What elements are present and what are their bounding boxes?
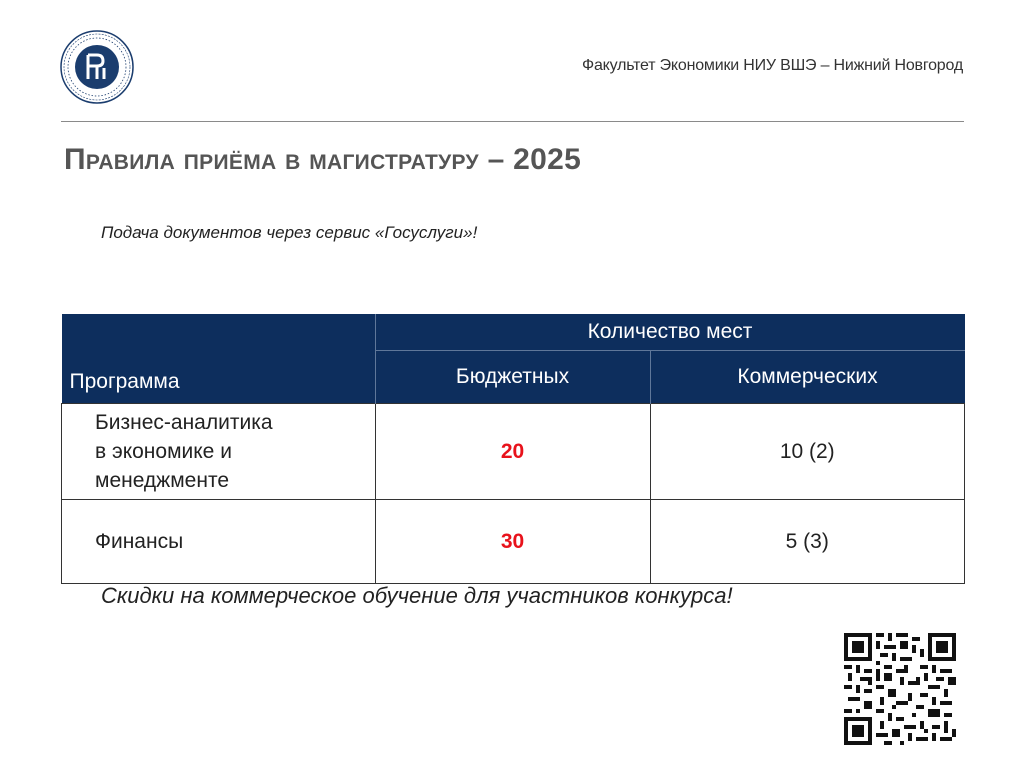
qr-code-icon	[844, 633, 956, 745]
program-name-line: Финансы	[95, 530, 184, 553]
title-main: Правила приёма в магистратуру	[64, 143, 479, 176]
program-name	[62, 404, 376, 500]
title-year: – 2025	[487, 143, 582, 176]
faculty-name: Факультет Экономики НИУ ВШЭ – Нижний Новгород	[582, 57, 963, 74]
program-name-line: Бизнес-аналитика	[95, 411, 273, 434]
slide-title	[64, 143, 581, 177]
discount-note: Скидки на коммерческое обучение для участников конкурса!	[101, 583, 733, 608]
table-row	[62, 500, 965, 584]
col-places-header: Количество мест	[375, 314, 965, 351]
table-row	[62, 404, 965, 500]
commercial-places: 10 (2)	[650, 404, 965, 500]
budget-places: 20	[375, 404, 650, 500]
col-commercial-header: Коммерческих	[650, 351, 965, 404]
program-name	[62, 500, 376, 584]
col-program-header: Программа	[62, 314, 376, 404]
hse-logo-icon	[60, 30, 134, 104]
slide-subtitle: Подача документов через сервис «Госуслуги»!	[101, 223, 478, 242]
program-name-line: в экономике и	[95, 440, 232, 463]
program-name-line: менеджменте	[95, 469, 230, 492]
admission-table	[61, 314, 965, 584]
budget-places: 30	[375, 500, 650, 584]
col-budget-header: Бюджетных	[375, 351, 650, 404]
commercial-places: 5 (3)	[650, 500, 965, 584]
header-divider	[61, 121, 964, 122]
